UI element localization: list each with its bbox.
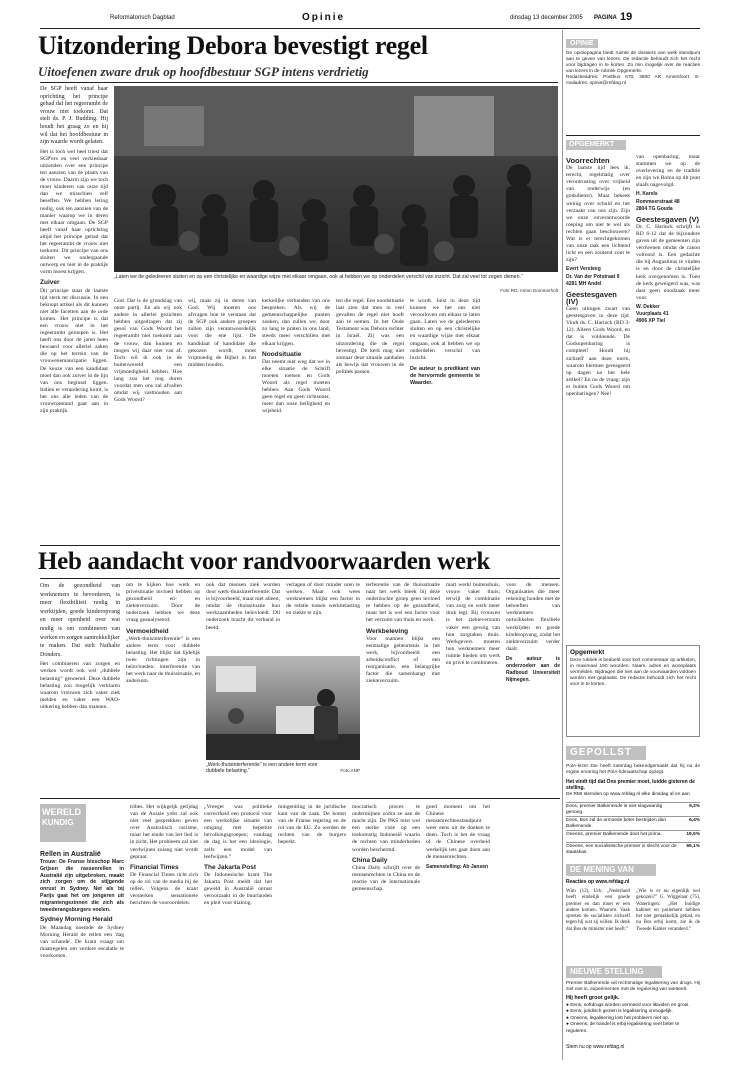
article1-column-1 [40, 86, 108, 541]
article1-col5b-text: Dat neemt niet weg dat we in elke situatie de Schrift moeten toetsen en Gods Woord als regel moeten hebben. Aan Gods Woord geen regel en geen richtsnoer, meer dan onze heiligheid en wijsheid. [262, 358, 330, 415]
audience-illustration [114, 86, 558, 272]
wereldkundig-text-china: China Daily schrijft over de mensenrechten in China en de reactie van de internationale gemeenschap. [352, 864, 420, 893]
wereldkundig-logo [40, 804, 86, 842]
wereldkundig-title-smh: Sydney Morning Herald [40, 916, 113, 924]
sidebar-rule [566, 135, 700, 136]
nieuwe-stelling-head: Hij heeft groot gelijk. [566, 995, 620, 1001]
opinie-logo: OPINIE [566, 39, 598, 48]
article2-lead: Om de gezondheid van werknemers te bevorderen, is meer flexibiliteit nodig in werktijden, goede kinderopvang en meer openheid over wat nodig is om combineren van werken en zorgen aantrekkelijker te maken. Dat stelt Nathalie Donders. [40, 583, 121, 658]
article1-headline: Uitzondering Debora bevestigt regel [38, 31, 428, 60]
wereldkundig-logo-bottom: KUNDIG [42, 818, 74, 827]
opgemerkt-sign-karels: H. Karels Rommeerstraat 48 2804 TG Gouda [636, 191, 680, 212]
article2-top-rule [40, 545, 560, 546]
article2-col5-text: terferentie van de thuissituatie naar het werk bleek bij deze onderzochte groep geen invloed te hebben op de gezondheid, maar het is wel een factor voor het verzuim van thuis en werk. [366, 582, 440, 624]
wereldkundig-column-4 [278, 804, 346, 1060]
article1-subhead-noodsituatie: Noodsituatie [262, 350, 302, 358]
article1-photo-caption: „Laten we de geledeeren sluiten en op een christelijke en waardige wijze met elkaar omgaan, ook al hebben we op onderdelen verschil van inzicht. Dat zal veel tot zegen dienen.” [114, 274, 523, 280]
wereldkundig-col2-text: tribes. Het wijkgeijk getijdag van de Aussie yobs zal ook niet veel gesprekken geven over Australisch racisme, maar het einde van het lied is in zicht. Het probleem zal niet verdwijnen zolang niet wordt gepraat. [130, 804, 198, 860]
article1-col7-text: te wordt. Juist in deze tijd kunnen we het ons niet veroorloven om elkaar te laten gaan. Laten we de geledeeren sluiten en op een christelijke en waardige wijze met elkaar omgaan, ook al hebben we op onderdelen verschil van inzicht. [410, 298, 480, 361]
article2-column-1 [40, 582, 120, 794]
mening-subtitle: Reacties op www.refdag.nl [566, 879, 630, 885]
article1-column-3 [114, 298, 182, 541]
article1-body-2: Dit principe staat de laatste tijd sterk ter discussie. In een beknopt artikel als dit kunnen niet alle facetten aan de orde komen. Het principe is dat een vrouw niet in het regeerambt geroepen is. Het heeft ons door de jaren heen bewaard voor allerlei zaken die op het terrein van de vrouwenemancipatie liggen. De keuze van een kandidaat moet dan ook zuiver in de lijn van ons beginsel liggen. Indien er verandering komt, is het ons alle leden van de vrouwtoestand gaat aan in zijn praktijk. [40, 287, 108, 415]
wereldkundig-col6-text: goed moment om het Chinese mensenrechtenstandpunt weer eens uit de doeken te doen. Toch is het de vraag of de Chinese overheid werkelijk iets gaat doen aan de mensenrechten. [426, 804, 490, 860]
poll-answer [566, 842, 700, 856]
article1-author-note: De auteur is predikant van de hervormde gemeente te Waarder. [410, 365, 480, 387]
article2-column-2 [126, 582, 200, 794]
article2-subhead-vermoeidheid: Vermoeidheid [126, 627, 169, 635]
article1-col6-text: ten die regel. Een noodsituatie laat zien dat men in veel gevallen de regel niet hoeft aan te nemen. In het Oude Testament was Debora rechter in Israël. Zij was een uitzondering die de regel bevestigt. De kerk mag niet zomaar deze situatie aanhalen als bewijs dat vrouwen in de politiek passen. [336, 298, 404, 375]
article2-column-4 [286, 582, 360, 652]
poll-logo: GEPOLLST [566, 746, 646, 760]
poll-answer-pct: 19,5% [686, 832, 700, 837]
article2-col2b-text: „Werk-thuisinterferentie” is een andere term voor dubbele belasting. Het blijkt dat lijdelijk twee richtingen zijn in beïnvloeden: interferentie van het werk naar de thuissituatie, en andersom. [126, 635, 200, 685]
opgemerkt-notice-box [566, 645, 700, 737]
article1-subhead-zuiver: Zuiver [40, 279, 60, 287]
vote-link[interactable]: Stem nu op www.refdag.nl [566, 1044, 625, 1050]
wereldkundig-title-jakarta: The Jakarta Post [204, 863, 257, 871]
article2-headline-rule [40, 578, 560, 579]
notice-body: Deze rubriek is bedoeld voor kort commentaar op artikelen, in maximaal 150 woorden. Naam, adres en woonplaats vermelden. Bijdragen die niet aan de voorwaarden voldoen worden niet geplaatst. De redactie behoudt zich het recht voor in te korten. [570, 658, 696, 687]
article2-column-3 [206, 582, 280, 652]
mening-right: „Wie is er nu eigenlijk wel gekozen?” G. Wiggelaar (75), Wateringen: „Het huidige kabinet en parlement hebben het niet gemakkelijk gehad, en nu Bos erbij komt, zie ik de Tweede Kamer veranderd.” [636, 889, 700, 932]
poll-answer-label: Oneens, premier Balkenende doet het prima. [566, 832, 662, 837]
wereldkundig-title-rellen: Rellen in Australië [40, 851, 101, 858]
poll-note: De RMI stemden op www.refdag.nl elke dinsdag af en aan [566, 792, 690, 797]
opgemerkt-title-geestesgaven-4: Geestesgaven (IV) [566, 289, 617, 306]
article2-col4-text: verlagen of door minder uren te werken. Maar ook wees werknemers blijkt een factor in de relatie tussen werkbelasting en ziekte te zijn. [286, 582, 360, 617]
wereldkundig-column-3 [204, 804, 272, 1060]
header-rule [40, 28, 700, 29]
poll-intro: PolA-lezer Die heeft zaterdag bekendgemaakt dat hij na de ergste ervaring het PolA-lidmaatschap opzegt. [566, 764, 700, 775]
masthead [40, 12, 700, 26]
article2-col2-text: om te kijken hoe werk en privésituatie invloed hebben op gezondheid en- en ziekteverzuim. Door de onderzoek hebben we deze vraag geanalyseerd. [126, 582, 200, 624]
nieuwe-stelling-text: Premier Balkenende wil rechtmatige legalisering van drugs. Hij ziet niet in, experimenten met de regulering van wietteelt. [566, 981, 700, 992]
article2-column-7 [506, 582, 560, 794]
poll-answer [566, 816, 700, 830]
poll-answer-pct: 6,4% [689, 818, 700, 823]
article1-column-4 [188, 298, 256, 541]
opinie-contact: Redactieadres: Postbus 670, 3800 AR Amersfoort. E-mailadres: opinie@refdag.nl [566, 75, 700, 86]
option-label: Oneens, de handel is erbij legalisering veel beter te reguleren. [566, 1022, 680, 1034]
wereldkundig-top-rule [40, 798, 560, 799]
wereldkundig-column-2 [130, 804, 198, 1060]
option-eens-2[interactable]: ● Eens, juridisch gezien is legalisering onmogelijk. [566, 1009, 673, 1015]
office-illustration [206, 656, 360, 760]
article1-col3-text: God. Dat is de grondslag van onze partij. En als wij ook andere in allerlei gezichten hebben uitgedragen dat zij gesol van Gods Woord het regeerambt niet toekomt aan de vrouw, dan kunnen en mogen wij daar niet van af. Toch wil ik ook in de buitenwereld een vrijmoedigheid hebben. Hoe lang zou het nog duren voordat men ons zal afvallen omdat wij vasthouden aan Gods Woord? [114, 298, 182, 404]
wereldkundig-text-jakarta: De Indonesische krant The Jakarta Post meldt dat het geweld in Australië onrust veroorzaakt in de buurlanden en pleit voor dialoog. [204, 871, 272, 907]
wereldkundig-title-ft: Financial Times [130, 863, 179, 871]
wereldkundig-title-china: China Daily [352, 856, 388, 864]
option-oneens-1[interactable]: ● Oneens, legalisering lost het probleem niet op. [566, 1015, 670, 1021]
article2-col5b-text: Voor mannen blijkt een eenmalige gebeurtenis in het werk, bijvoorbeeld een arbeidsconflict of een reorganisatie, een belangrijke factor die samenhangt met ziekteverzuim. [366, 635, 440, 685]
article1-lead: De SGP heeft vanaf haar oprichting het principe gehad dat het regeerambt de vrouw niet toekomt. Dat stelt ds. P. J. Budding. Hij houdt het graag zo en hij wil dat het hoofdbestuur in zijn waarde wordt gelaten. [40, 86, 108, 146]
wereldkundig-col3-text: „Vreeger was politieke correctheid een protocol voor een werkelijke situatie van omgang met beperkte bevolkingsgroepen; vandaag de dag is het een ideologie, zelfs een model van leefwijzen.” [204, 804, 272, 860]
article2-column-5 [366, 582, 440, 794]
wereldkundig-column-5 [352, 804, 420, 1060]
article1-body: Het is toch wel heel triest dat SGP'ers en veel verkiesbaar uitzenden over een principe ten aanzien van de plaats van de vrouw. Daarin zijn we toch moer kinderen van ouze tijd dan we misschien zelf beseffen. We hebben lering nodig, ook ten aanzien van de manier waarop we in deren met elkaar omgaan. De SGP heeft vanaf haar oprichting altijd het principe gehad dat het regeerambt de vrouw niet toekomt. Dit principe van ons sluiten we ondergaande ontwerp en niet in de praktijk vorm moest krijgen. [40, 148, 108, 276]
wereldkundig-author-note: Samenstelling: Ab Jansen [426, 863, 489, 870]
nieuwe-stelling-options [566, 1003, 700, 1039]
article2-photo [206, 656, 360, 760]
opgemerkt-text-geestesgaven-5: Dr. C. Harinck schrijft in RD 6-12 dat de bijzondere gaven uit de gemeenten zijn verdwenen omdat de canon voltooid is. Een gedachte die bij Augustinus te vinden is en door de christelijke kerk overgenomen is. Toen de kerk geweigerd was, was daar geen noodzaak meer voor. [636, 223, 700, 301]
option-oneens-2[interactable]: ● Oneens, de handel is erbij legalisering veel beter te reguleren. [566, 1022, 680, 1034]
opgemerkt-sign-dekker: W. Dekker Vuurplaats 41 4906 XP Tiel [636, 303, 669, 325]
poll-answer-pct: 65,1% [686, 844, 700, 849]
option-label: Eens, softdrugs worden vermeed voor likwiden en groei. [570, 1003, 690, 1008]
article2-body-1: Het combineren van zorgen en werken wordt ook wel „dubbele belasting” genoemd. Deze dubbele belasting zou mogelijk verklaren waarom vrouwen zich vaker ziek melden en vaker een WAO-uitkering hebben dan mannen. [40, 661, 120, 710]
wereldkundig-text-ft: De Financial Times richt zich op de rol van de media bij de rellen. Volgens de krant versterken sensationele berichten de vooroordelen. [130, 871, 198, 907]
article2-photo-caption: „Werk-thuisinterferentie” is een andere term voor dubbele belasting.” [206, 762, 318, 775]
opgemerkt-text-continued: van openbaring, maar stammen we op de overlevering en de traditie en zijn we Roma op dit punt slaafs nagevolgd. [636, 154, 700, 189]
opgemerkt-title-voorrechten: Voorrechten [566, 156, 610, 165]
wereldkundig-column-1 [40, 848, 124, 1060]
headline-rule [40, 82, 558, 83]
poll-answer-label: Oneens, een socialistische premier is slecht voor de staatskas. [566, 844, 677, 855]
poll-answer [566, 830, 700, 842]
poll-answer [566, 802, 700, 816]
article2-photo-credit: Foto ANP [340, 768, 360, 773]
poll-answer-label: Eens, Bos zal de armoede beter bestrijden dan Balkenende. [566, 818, 666, 829]
option-label: Eens, juridisch gezien is legalisering onmogelijk. [570, 1009, 673, 1015]
article1-column-5 [262, 298, 330, 541]
wereldkundig-col5-text: mocratisch proces te ondermijnen zodra ze aan de macht zijn. De PKS mist wel een sterke visie op een toekomstig Indonesië waarin de rechten van minderheden worden beschermd. [352, 804, 420, 853]
poll-question: Het vindt tijd dat Ons premier moet, luidde gisteren de stelling. [566, 779, 695, 791]
opgemerkt-logo: OPGEMERKT [566, 140, 626, 150]
article1-photo [114, 86, 558, 272]
opgemerkt-sign-voorrechten: Evert Versteeg Dr. Van der Potstraat 9 4281 MH Andel [566, 266, 620, 287]
notice-title: Opgemerkt [570, 649, 605, 656]
article2-author-note: De auteur is onderzoeker aan de Radboud Universiteit Nijmegen. [506, 655, 560, 684]
paper-name: Reformatorisch Dagblad [110, 15, 175, 21]
article1-column-6 [336, 298, 404, 541]
article1-photo-credit: Foto RD, Anton Dommerholt [500, 288, 558, 293]
mening-left: Wim (12), Urk: „Nederland heeft eindelijk een goede premier en dan moet er een andere komen. Waarom. Vaak spreken de socialisten zichzelf tegen bij wat zij willen. Ik denk dat Bos de minister niet heeft.” [566, 889, 630, 932]
article2-col6-text: mart werkt buitenshuis, vrouw vaker thuis; terwijl de combinatie van zorg en werk meer druk legt. Bij vrouwen is het ziekteverzuim vaker een gevolg van hun zorgtaken thuis. Werkgevers moeten hun werknemers meer ruimte bieden om werk en privé te combineren. [446, 582, 500, 667]
article1-column-7 [410, 298, 480, 541]
wereldkundig-logo-top: WERELD [42, 807, 81, 817]
poll-answer-label: Eens, premier Balkenende is niet slagvaardig genoeg. [566, 804, 663, 815]
opgemerkt-text-geestesgaven-4: Geen uitingen zwart van geestesgaven in deze tijd. Vindt ds. C. Harinck (RD 3-12). Alleen Gods Woord, en dat is voldoende. De Godsopenbaring is compleet! Houdt hij zichzelf aan deze norm, waarom hiermee gereageerd op dagen na het hele artikel? En nu de vraag: zijn er buiten Gods Woord om openbaringen? Nee! [566, 305, 630, 397]
mening-logo: DE MENING VAN [566, 864, 656, 876]
wereldkundig-col4-text: mingeniting in de juridische kant van de zaak. De komst van de Franse regering en de rol van de EU. Zo werden de rechten van de burgers beperkt. [278, 804, 346, 846]
page-label: PAGINA [594, 15, 617, 21]
opinie-intro: De opiniepagina biedt ruimte de dossiers van welk standpunt aan te geven van lezers. De redactie behoudt zich het recht voor bijdragen in te korten. Zo min mogelijk over de reacties van lezers in de rubriek Opgemerkt. [566, 51, 700, 74]
section-name: Opinie [302, 12, 346, 23]
article2-headline: Heb aandacht voor randvoorwaarden werk [38, 548, 491, 575]
wereldkundig-column-6 [426, 804, 560, 1060]
nieuwe-stelling-logo: NIEUWE STELLING [566, 966, 662, 978]
article1-col4-text: wij, maar zij in deren van God. Wij moeten ons afvragen hoe te verstaan dat de SGP ook andere groepen zullen zijn verantwoordelijk voor die ene lijst. De kandidaat of kandidate die gekozen wordt, moet vrijmoedig de Bijbel in het midden houden. [188, 298, 256, 368]
opgemerkt-text-voorrechten: De laatste tijd lees ik, terecht, regelmatig over verontrusting over vrijheid van onderwijs (en godsdienst). Maar bekeek weinig over schuld en het verzaakt van ons zijn. Zijn we onze onverantwoorde roeping om niet te wel als rechten gaan beschouwen? Wat is er terechtgekomen van onze taak een lichtend licht en een zoutend zout te zijn? [566, 165, 630, 264]
issue-date: dinsdag 13 december 2005 [510, 15, 583, 21]
poll-answer-pct: 9,2% [689, 804, 700, 809]
option-eens-1[interactable]: ● Eens, softdrugs worden vermeed voor likwiden en groei. [566, 1003, 690, 1008]
article1-col5-text: kerkelijke verbanden van ons bespreken. Als wij de gemeenschappelijke punten zoeken, dan zullen we, door zo lang te praten in ons land, steeds meer verschillen met elkaar krijgen. [262, 298, 330, 347]
wereldkundig-text-rellen: Trouw: De Franse bisschop Marc Grijsen die rassenrellen in Australië zijn uitgebroken, maakt zich zorgen om de stijgende onrust in Sydney. Net als bij Parijs gaat het om jongeren uit migrantengezinnen die zich als tweederangsburgers voelen. [40, 859, 124, 913]
article2-column-6 [446, 582, 500, 794]
article2-col3-text: ook dat mensen ziek worden door werk-thuisinterferentie. Dat is bijvoorbeeld, maar niet alleen, omdat de thuissituatie hun werkzaamheden beïnvloedt. Dit onderzoek bracht dit verband in beeld. [206, 582, 280, 631]
sidebar-divider [562, 30, 563, 1060]
article2-subhead-werkbeleving: Werkbeleving [366, 627, 409, 635]
option-label: Oneens, legalisering lost het probleem niet op. [570, 1015, 670, 1021]
opgemerkt-title-geestesgaven-5: Geestesgaven (V) [636, 214, 699, 224]
page-number: 19 [620, 11, 633, 23]
article1-subheadline: Uitoefenen zware druk op hoofdbestuur SGP intens verdrietig [38, 64, 369, 79]
article2-col7-text: voor de mensen. Organisaties die meer rekening houden met de behoeften van werknemers ontwikkelen flexibele werktijden en goede kinderopvang, zodat het ziekteverzuim verder daalt. [506, 582, 560, 652]
poll-results [566, 802, 700, 858]
opgemerkt-column-right [636, 154, 700, 541]
opgemerkt-column-left [566, 154, 630, 541]
wereldkundig-text-smh: De Maandag noemde de Sydney Morning Herald de rellen een 'dag van schande'. De krant vraagt om maatregelen om verdere escalatie te voorkomen. [40, 924, 124, 959]
